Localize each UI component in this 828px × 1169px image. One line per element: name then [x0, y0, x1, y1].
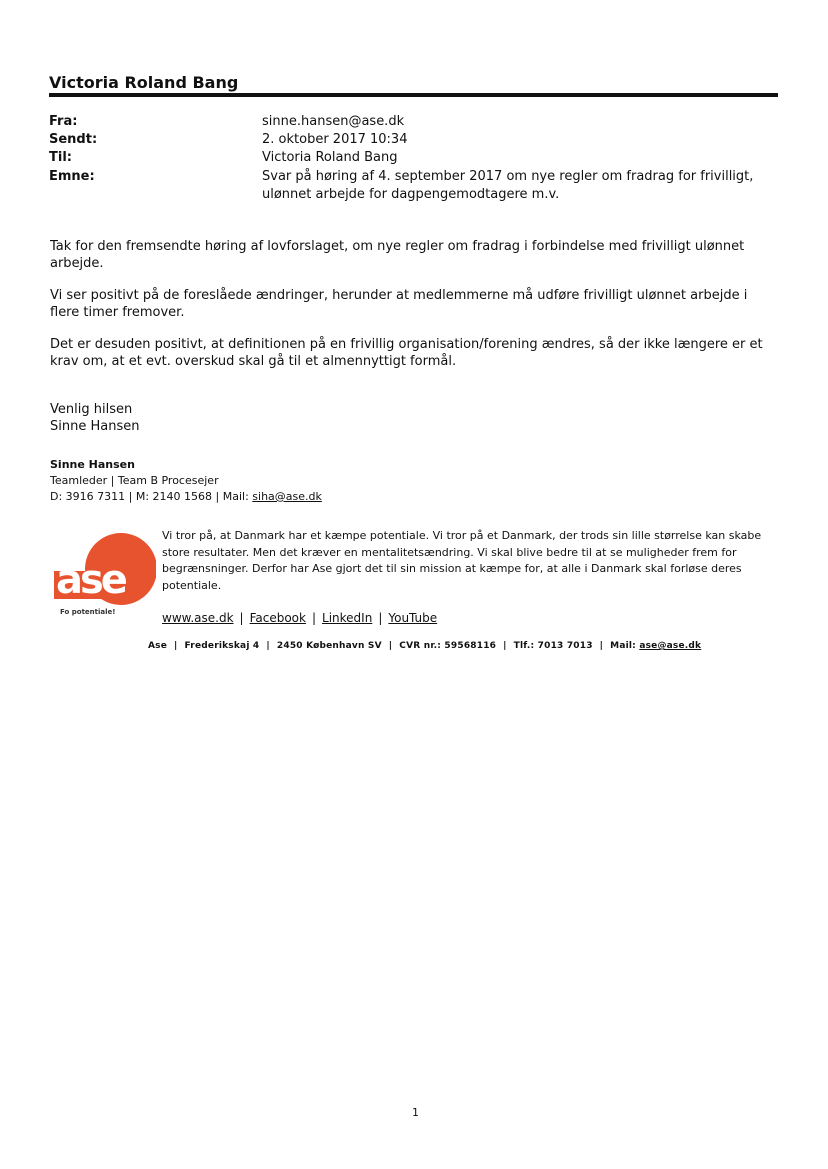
body-paragraph-1: Tak for den fremsendte høring af lovforslaget, om nye regler om fradrag i forbindelse med frivilligt ulønnet arbejde.	[50, 239, 745, 271]
mission-text: Vi tror på, at Danmark har et kæmpe potentiale. Vi tror på et Danmark, der trods sin lille størrelse kan skabe store resultater. Men det kræver en mentalitetsændring. Vi skal blive bedre til at se muligheder frem for begrænsninger. Derfor har Ase gjort det til sin mission at kæmpe for, at alle i Danmark skal forløse deres potentiale.	[162, 529, 762, 592]
footer-address	[148, 641, 701, 651]
sent-value: 2. oktober 2017 10:34	[262, 132, 408, 147]
footer-mail-link[interactable]: ase@ase.dk	[639, 641, 702, 651]
youtube-link[interactable]: YouTube	[388, 611, 438, 625]
links-separator: |	[311, 611, 317, 625]
footer-mail-label: Mail:	[610, 641, 640, 651]
closing-name: Sinne Hansen	[50, 419, 140, 434]
to-label: Til:	[49, 150, 72, 165]
footer-org: Ase	[148, 641, 168, 651]
from-value: sinne.hansen@ase.dk	[262, 114, 405, 129]
links-separator: |	[239, 611, 244, 625]
footer-separator: |	[599, 641, 604, 651]
social-links	[162, 611, 437, 625]
from-label: Fra:	[49, 114, 78, 129]
footer-separator: |	[388, 641, 393, 651]
footer-cvr: CVR nr.: 59568116	[399, 641, 497, 651]
website-link[interactable]: www.ase.dk	[162, 611, 234, 625]
to-value: Victoria Roland Bang	[262, 150, 398, 165]
footer-phone: Tlf.: 7013 7013	[513, 641, 593, 651]
subject-label: Emne:	[49, 169, 95, 184]
logo-text: ase	[56, 557, 125, 603]
body-paragraph-2: Vi ser positivt på de foreslåede ændringer, herunder at medlemmerne må udføre frivilligt ulønnet arbejde i flere timer fremover.	[50, 288, 748, 320]
signature-contact-text: D: 3916 7311 | M: 2140 1568 | Mail:	[50, 490, 253, 503]
logo-tagline: Fo potentiale!	[60, 608, 116, 616]
subject-value: Svar på høring af 4. september 2017 om nye regler om fradrag for frivilligt, ulønnet arbejde for dagpengemodtagere m.v.	[262, 169, 754, 202]
linkedin-link[interactable]: LinkedIn	[322, 611, 373, 625]
footer-separator: |	[174, 641, 178, 651]
facebook-link[interactable]: Facebook	[249, 611, 306, 625]
signature-mail-link[interactable]: siha@ase.dk	[252, 490, 322, 503]
closing-greeting: Venlig hilsen	[50, 402, 133, 417]
sender-name: Victoria Roland Bang	[49, 73, 239, 92]
links-separator: |	[378, 611, 383, 625]
header-rule	[49, 93, 778, 97]
body-paragraph-3: Det er desuden positivt, at definitionen på en frivillig organisation/forening ændres, så der ikke længere er et krav om, at et evt. overskud skal gå til et almennyttigt formål.	[50, 337, 763, 369]
page-number: 1	[412, 1106, 419, 1119]
signature-title: Teamleder | Team B Procesejer	[50, 474, 219, 487]
footer-separator: |	[503, 641, 507, 651]
signature-name: Sinne Hansen	[50, 458, 135, 471]
footer-street: Frederikskaj 4	[184, 641, 260, 651]
sent-label: Sendt:	[49, 132, 98, 147]
signature-contact	[50, 489, 322, 505]
footer-city: 2450 København SV	[276, 641, 382, 651]
footer-separator: |	[266, 641, 270, 651]
